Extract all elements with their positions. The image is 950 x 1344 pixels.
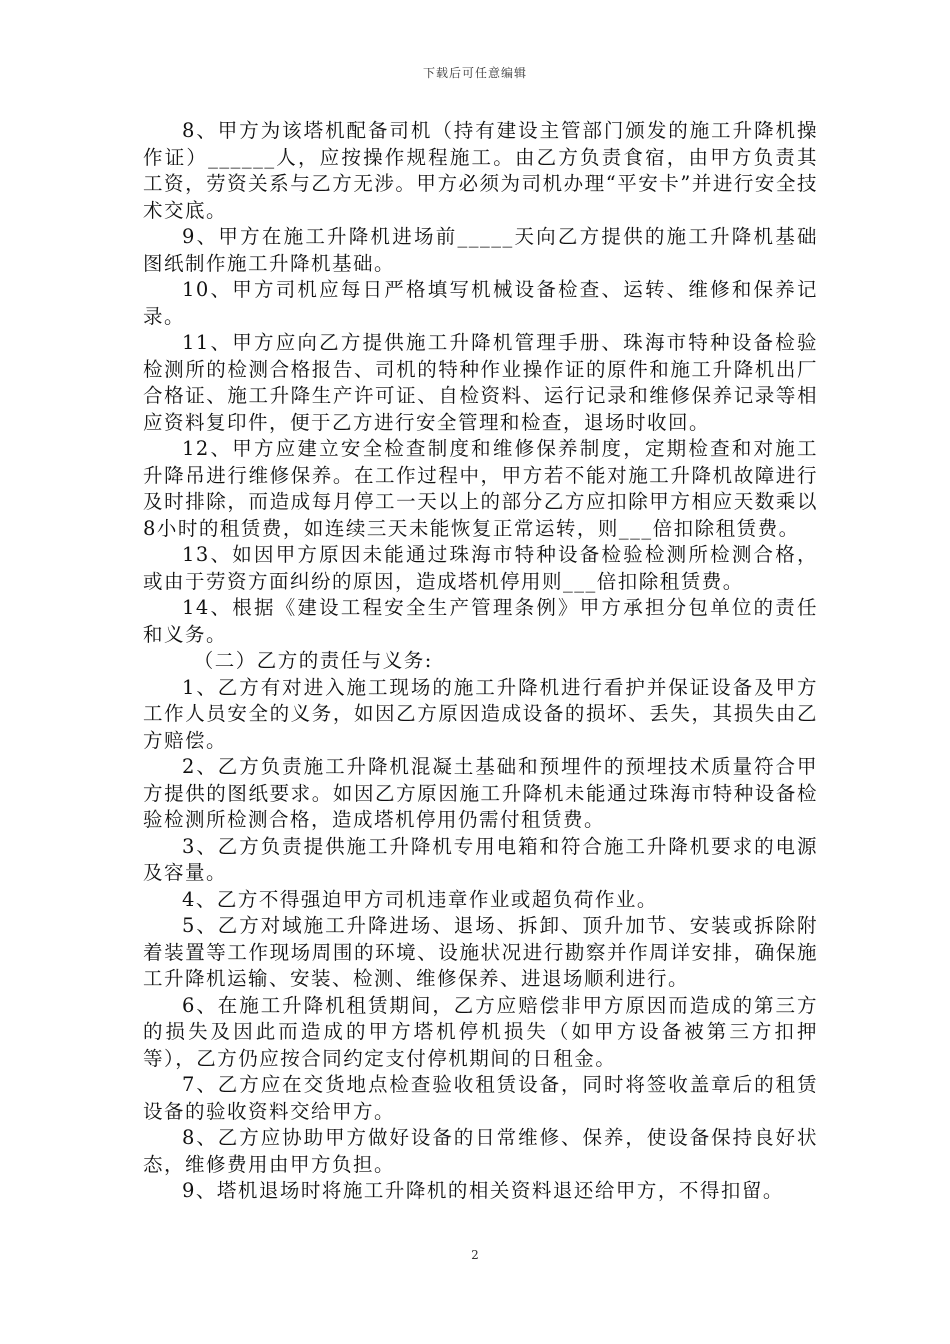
- clause-a14: 14、根据《建设工程安全生产管理条例》甲方承担分包单位的责任和义务。: [143, 596, 818, 646]
- clause-b1: 1、乙方有对进入施工现场的施工升降机进行看护并保证设备及甲方工作人员安全的义务，如因乙方原因造成设备的损坏、丢失，其损失由乙方赔偿。: [143, 675, 818, 752]
- clause-a11: 11、甲方应向乙方提供施工升降机管理手册、珠海市特种设备检验检测所的检测合格报告、司机的特种作业操作证的原件和施工升降机出厂合格证、施工升降生产许可证、自检资料、运行记录和维修保养记录等相应资料复印件，便于乙方进行安全管理和检查，退场时收回。: [143, 331, 818, 434]
- page-number: 2: [471, 1248, 479, 1262]
- clause-b6: 6、在施工升降机租赁期间，乙方应赔偿非甲方原因而造成的第三方的损失及因此而造成的甲方塔机停机损失（如甲方设备被第三方扣押等），乙方仍应按合同约定支付停机期间的日租金。: [143, 993, 818, 1070]
- clause-a10: 10、甲方司机应每日严格填写机械设备检查、运转、维修和保养记录。: [143, 278, 818, 328]
- clause-a9: 9、甲方在施工升降机进场前_____天向乙方提供的施工升降机基础图纸制作施工升降机基础。: [143, 225, 818, 275]
- clause-b7: 7、乙方应在交货地点检查验收租赁设备，同时将签收盖章后的租赁设备的验收资料交给甲方。: [143, 1073, 818, 1123]
- clause-a12: 12、甲方应建立安全检查制度和维修保养制度，定期检查和对施工升降吊进行维修保养。在工作过程中，甲方若不能对施工升降机故障进行及时排除，而造成每月停工一天以上的部分乙方应扣除甲方相应天数乘以8小时的租赁费，如连续三天未能恢复正常运转，则___倍扣除租赁费。: [143, 437, 818, 540]
- clause-b2: 2、乙方负责施工升降机混凝土基础和预埋件的预埋技术质量符合甲方提供的图纸要求。如因乙方原因施工升降机未能通过珠海市特种设备检验检测所检测合格，造成塔机停用仍需付租赁费。: [143, 755, 818, 831]
- clause-b4: 4、乙方不得强迫甲方司机违章作业或超负荷作业。: [182, 887, 658, 911]
- clause-b5: 5、乙方对域施工升降进场、退场、拆卸、顶升加节、安装或拆除附着装置等工作现场周围的环境、设施状况进行勘察并作周详安排，确保施工升降机运输、安装、检测、维修保养、进退场顺利进行。: [143, 914, 818, 990]
- clause-b3: 3、乙方负责提供施工升降机专用电箱和符合施工升降机要求的电源及容量。: [143, 834, 818, 884]
- document-body: [143, 118, 818, 1205]
- clause-b9: 9、塔机退场时将施工升降机的相关资料退还给甲方，不得扣留。: [182, 1179, 784, 1202]
- clause-b8: 8、乙方应协助甲方做好设备的日常维修、保养，使设备保持良好状态，维修费用由甲方负担。: [143, 1126, 818, 1176]
- section-heading-party-b: （二）乙方的责任与义务:: [193, 649, 433, 672]
- clause-a8: 8、甲方为该塔机配备司机（持有建设主管部门颁发的施工升降机操作证）______人，应按操作规程施工。由乙方负责食宿，由甲方负责其工资，劳资关系与乙方无涉。甲方必须为司机办理“平安卡”并进行安全技术交底。: [143, 119, 818, 222]
- clause-a13: 13、如因甲方原因未能通过珠海市特种设备检验检测所检测合格，或由于劳资方面纠纷的原因，造成塔机停用则___倍扣除租赁费。: [143, 543, 818, 593]
- page-header: 下载后可任意编辑: [422, 66, 527, 80]
